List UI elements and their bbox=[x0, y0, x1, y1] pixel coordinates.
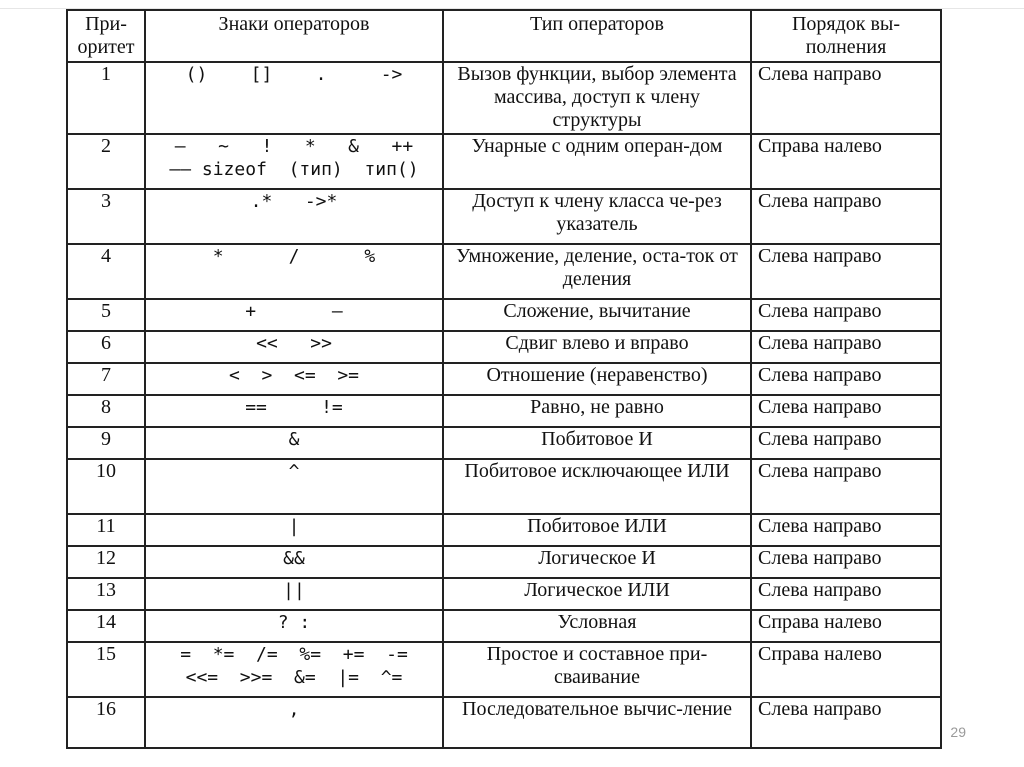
operator-signs-cell bbox=[145, 244, 443, 299]
priority-cell: 9 bbox=[67, 427, 145, 459]
operator-signs-line: << >> bbox=[256, 333, 332, 354]
operator-signs-line: –– sizeof (тип) тип() bbox=[169, 159, 419, 180]
operator-type-cell: Побитовое исключающее ИЛИ bbox=[443, 459, 751, 514]
table-row bbox=[67, 697, 941, 748]
table-header-row bbox=[67, 10, 941, 62]
priority-cell: 11 bbox=[67, 514, 145, 546]
operator-signs-line: & bbox=[288, 429, 300, 450]
operator-signs-cell bbox=[145, 642, 443, 697]
header-signs: Знаки операторов bbox=[145, 10, 443, 62]
operator-type-cell: Последовательное вычис-ление bbox=[443, 697, 751, 748]
priority-cell: 1 bbox=[67, 62, 145, 134]
execution-order-cell: Слева направо bbox=[751, 331, 941, 363]
operator-type-cell: Сдвиг влево и вправо bbox=[443, 331, 751, 363]
operator-type-cell: Унарные с одним операн-дом bbox=[443, 134, 751, 189]
priority-cell: 14 bbox=[67, 610, 145, 642]
operator-signs-line: == != bbox=[245, 397, 343, 418]
table-row bbox=[67, 134, 941, 189]
table-row bbox=[67, 459, 941, 514]
operator-precedence-table-container bbox=[66, 9, 940, 749]
priority-cell: 16 bbox=[67, 697, 145, 748]
table-row bbox=[67, 62, 941, 134]
page-number: 29 bbox=[950, 724, 966, 740]
operator-signs-cell bbox=[145, 697, 443, 748]
operator-signs-line: <<= >>= &= |= ^= bbox=[185, 667, 403, 688]
operator-signs-line: | bbox=[288, 516, 300, 537]
operator-signs-line: || bbox=[283, 580, 305, 601]
operator-signs-cell bbox=[145, 427, 443, 459]
operator-signs-cell bbox=[145, 514, 443, 546]
execution-order-cell: Слева направо bbox=[751, 395, 941, 427]
operator-signs-cell bbox=[145, 134, 443, 189]
operator-signs-line: + – bbox=[245, 301, 343, 322]
priority-cell: 15 bbox=[67, 642, 145, 697]
header-order: Порядок вы- полнения bbox=[751, 10, 941, 62]
execution-order-cell: Слева направо bbox=[751, 578, 941, 610]
operator-type-cell: Сложение, вычитание bbox=[443, 299, 751, 331]
table-row bbox=[67, 331, 941, 363]
table-row bbox=[67, 189, 941, 244]
operator-signs-line: = *= /= %= += -= bbox=[180, 644, 408, 665]
table-row bbox=[67, 642, 941, 697]
header-priority: При- оритет bbox=[67, 10, 145, 62]
priority-cell: 7 bbox=[67, 363, 145, 395]
operator-precedence-table bbox=[66, 9, 942, 749]
priority-cell: 2 bbox=[67, 134, 145, 189]
execution-order-cell: Слева направо bbox=[751, 299, 941, 331]
operator-type-cell: Простое и составное при-сваивание bbox=[443, 642, 751, 697]
execution-order-cell: Слева направо bbox=[751, 697, 941, 748]
operator-type-cell: Побитовое ИЛИ bbox=[443, 514, 751, 546]
operator-signs-line: .* ->* bbox=[250, 191, 338, 212]
table-row bbox=[67, 299, 941, 331]
execution-order-cell: Слева направо bbox=[751, 62, 941, 134]
operator-signs-line: * / % bbox=[212, 246, 376, 267]
operator-signs-line: < > <= >= bbox=[228, 365, 360, 386]
execution-order-cell: Слева направо bbox=[751, 427, 941, 459]
operator-signs-line: , bbox=[288, 699, 300, 720]
operator-signs-cell bbox=[145, 578, 443, 610]
operator-signs-line: ? : bbox=[277, 612, 311, 633]
execution-order-cell: Слева направо bbox=[751, 546, 941, 578]
operator-type-cell: Побитовое И bbox=[443, 427, 751, 459]
priority-cell: 6 bbox=[67, 331, 145, 363]
operator-signs-line: ^ bbox=[288, 461, 300, 482]
table-row bbox=[67, 610, 941, 642]
priority-cell: 10 bbox=[67, 459, 145, 514]
table-row bbox=[67, 514, 941, 546]
operator-signs-cell bbox=[145, 610, 443, 642]
table-row bbox=[67, 363, 941, 395]
operator-signs-cell bbox=[145, 299, 443, 331]
priority-cell: 4 bbox=[67, 244, 145, 299]
execution-order-cell: Слева направо bbox=[751, 244, 941, 299]
execution-order-cell: Справа налево bbox=[751, 134, 941, 189]
operator-signs-cell bbox=[145, 395, 443, 427]
table-row bbox=[67, 244, 941, 299]
operator-signs-cell bbox=[145, 459, 443, 514]
execution-order-cell: Слева направо bbox=[751, 459, 941, 514]
operator-signs-cell bbox=[145, 363, 443, 395]
table-row bbox=[67, 427, 941, 459]
execution-order-cell: Справа налево bbox=[751, 610, 941, 642]
operator-type-cell: Равно, не равно bbox=[443, 395, 751, 427]
execution-order-cell: Слева направо bbox=[751, 363, 941, 395]
operator-type-cell: Условная bbox=[443, 610, 751, 642]
header-type: Тип операторов bbox=[443, 10, 751, 62]
priority-cell: 13 bbox=[67, 578, 145, 610]
operator-type-cell: Логическое И bbox=[443, 546, 751, 578]
operator-type-cell: Отношение (неравенство) bbox=[443, 363, 751, 395]
operator-signs-cell bbox=[145, 331, 443, 363]
operator-type-cell: Вызов функции, выбор элемента массива, доступ к члену структуры bbox=[443, 62, 751, 134]
operator-type-cell: Умножение, деление, оста-ток от деления bbox=[443, 244, 751, 299]
table-row bbox=[67, 395, 941, 427]
execution-order-cell: Слева направо bbox=[751, 514, 941, 546]
execution-order-cell: Справа налево bbox=[751, 642, 941, 697]
operator-signs-cell bbox=[145, 546, 443, 578]
priority-cell: 12 bbox=[67, 546, 145, 578]
operator-signs-cell bbox=[145, 62, 443, 134]
execution-order-cell: Слева направо bbox=[751, 189, 941, 244]
operator-signs-line: && bbox=[283, 548, 305, 569]
table-body bbox=[67, 62, 941, 748]
operator-signs-cell bbox=[145, 189, 443, 244]
operator-signs-line: () [] . -> bbox=[185, 64, 403, 85]
operator-signs-line: – ~ ! * & ++ bbox=[174, 136, 414, 157]
priority-cell: 8 bbox=[67, 395, 145, 427]
table-row bbox=[67, 546, 941, 578]
operator-type-cell: Доступ к члену класса че-рез указатель bbox=[443, 189, 751, 244]
operator-type-cell: Логическое ИЛИ bbox=[443, 578, 751, 610]
priority-cell: 3 bbox=[67, 189, 145, 244]
table-row bbox=[67, 578, 941, 610]
priority-cell: 5 bbox=[67, 299, 145, 331]
